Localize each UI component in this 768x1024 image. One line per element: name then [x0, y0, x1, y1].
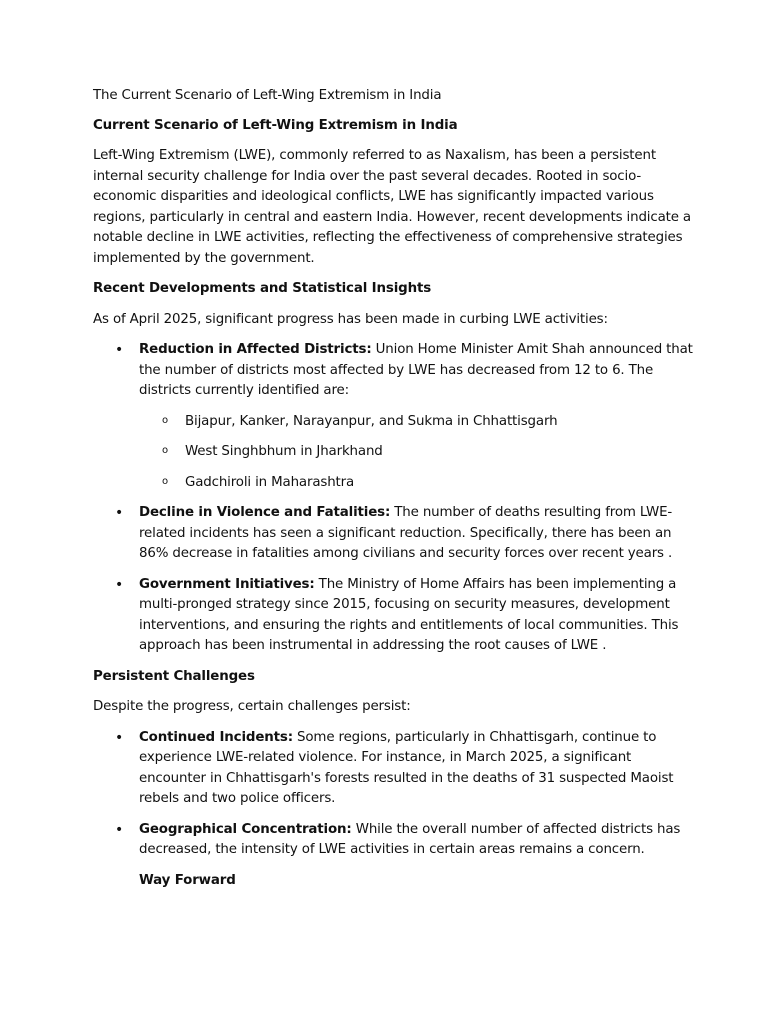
recent-developments-lead: As of April 2025, significant progress has been made in curbing LWE activities: — [93, 311, 608, 327]
document-title: The Current Scenario of Left-Wing Extremism in India — [93, 88, 442, 103]
main-heading: Current Scenario of Left-Wing Extremism in India — [93, 117, 458, 133]
list-item-geographical-concentration — [93, 820, 693, 861]
list-item-continued-incidents — [93, 728, 693, 810]
list-item-term: Geographical Concentration: — [139, 821, 352, 837]
recent-developments-list — [93, 340, 693, 657]
list-item-affected-districts — [93, 340, 693, 493]
list-item-text: Some regions, particularly in Chhattisgarh, continue to experience LWE-related violence. For instance, in March 2025, a significant encounter in Chhattisgarh's forests resulted in the deaths of 31 suspected Maoist rebels and two police officers. — [139, 729, 674, 806]
sublist-item: o West Singhbhum in Jharkhand — [139, 442, 693, 463]
sublist-item: o Bijapur, Kanker, Narayanpur, and Sukma in Chhattisgarh — [139, 412, 693, 433]
way-forward-heading: Way Forward — [139, 872, 236, 888]
list-item-text: The number of deaths resulting from LWE-related incidents has seen a significant reduction. Specifically, there has been an 86% decrease in fatalities among civilians and security forces over recent years . — [139, 505, 673, 561]
intro-paragraph: Left-Wing Extremism (LWE), commonly referred to as Naxalism, has been a persistent internal security challenge for India over the past several decades. Rooted in socio-economic disparities and ideological conflicts, LWE has significantly impacted various regions, particularly in central and eastern India. However, recent developments indicate a notable decline in LWE activities, reflecting the effectiveness of comprehensive strategies implemented by the government. — [93, 148, 691, 266]
persistent-challenges-lead: Despite the progress, certain challenges persist: — [93, 699, 411, 714]
persistent-challenges-heading: Persistent Challenges — [93, 668, 255, 684]
persistent-challenges-list — [93, 728, 693, 861]
list-item-term: Government Initiatives: — [139, 576, 315, 592]
list-item-text: Union Home Minister Amit Shah announced that the number of districts most affected by LWE has decreased from 12 to 6. The districts currently identified are: — [139, 342, 693, 398]
list-item-violence-decline — [93, 503, 693, 565]
document-page — [93, 86, 693, 901]
list-item-government-initiatives — [93, 575, 693, 657]
list-item-term: Reduction in Affected Districts: — [139, 342, 372, 357]
list-item-text: While the overall number of affected districts has decreased, the intensity of LWE activities in certain areas remains a concern. — [139, 821, 681, 857]
list-item-text: The Ministry of Home Affairs has been implementing a multi-pronged strategy since 2015, focusing on security measures, development interventions, and ensuring the rights and entitlements of local communities. This approach has been instrumental in addressing the root causes of LWE . — [139, 576, 679, 653]
list-item-term: Decline in Violence and Fatalities: — [139, 505, 391, 520]
recent-developments-heading: Recent Developments and Statistical Insights — [93, 281, 432, 296]
sublist-item: o Gadchiroli in Maharashtra — [139, 473, 693, 494]
districts-sublist — [139, 412, 693, 494]
list-item-term: Continued Incidents: — [139, 729, 293, 745]
